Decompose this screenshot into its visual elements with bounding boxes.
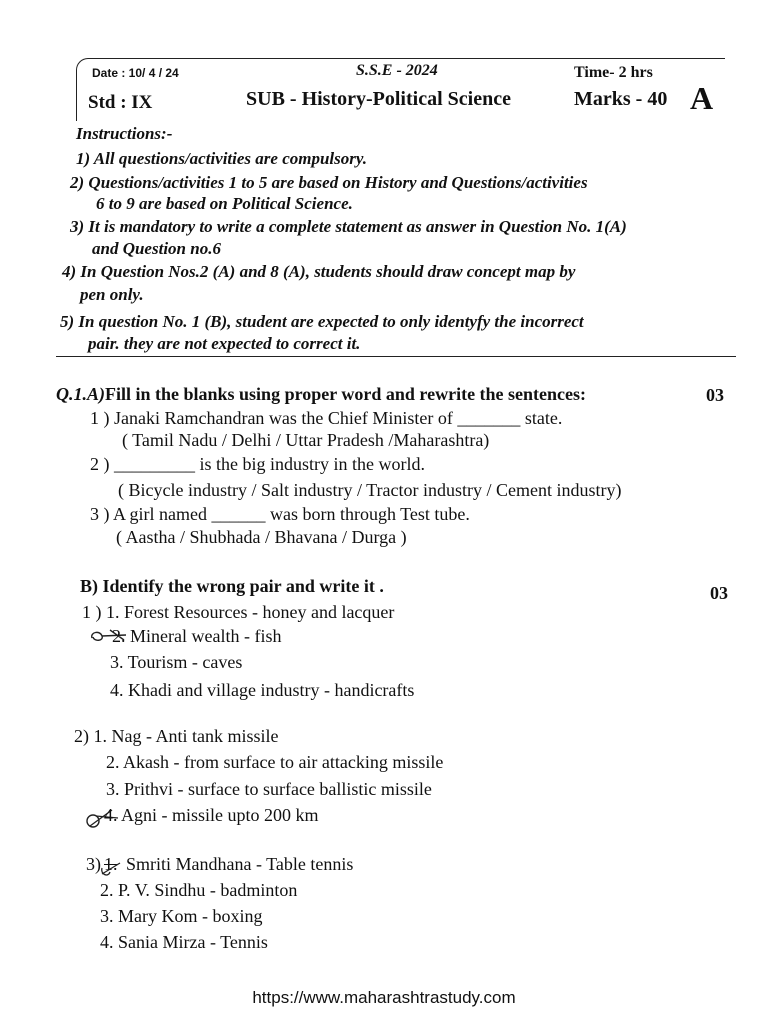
instruction-5-cont: pair. they are not expected to correct it. — [88, 334, 361, 353]
q1a-item-1-options: ( Tamil Nadu / Delhi / Uttar Pradesh /Maharashtra) — [122, 430, 490, 450]
q1a-label: Q.1.A) — [56, 384, 105, 404]
q1b-set3-item2: 2. P. V. Sindhu - badminton — [100, 880, 298, 900]
q1b-set2-item4: 4. Agni - missile upto 200 km — [104, 805, 319, 825]
q1b-set3-number: 3) — [86, 854, 101, 874]
instruction-4-cont: pen only. — [80, 285, 144, 304]
q1a-item-2-options: ( Bicycle industry / Salt industry / Tractor industry / Cement industry) — [118, 480, 622, 500]
total-marks: Marks - 40 — [574, 88, 668, 110]
instruction-3: 3) It is mandatory to write a complete statement as answer in Question No. 1(A) — [70, 217, 627, 236]
q1a-heading — [56, 384, 586, 405]
exam-time: Time- 2 hrs — [574, 64, 653, 81]
paper-set: A — [690, 80, 714, 116]
q1b-set3-item3: 3. Mary Kom - boxing — [100, 906, 263, 926]
q1b-set3-item1: Smriti Mandhana - Table tennis — [126, 854, 354, 874]
q1a-marks: 03 — [706, 385, 724, 405]
q1b-set3-item4: 4. Sania Mirza - Tennis — [100, 932, 268, 952]
handwritten-mark-icon — [98, 860, 122, 880]
instruction-2: 2) Questions/activities 1 to 5 are based on History and Questions/activities — [70, 173, 588, 192]
q1b-set2-item3: 3. Prithvi - surface to surface ballistic missile — [106, 779, 432, 799]
instruction-2-cont: 6 to 9 are based on Political Science. — [96, 194, 353, 213]
q1b-set1-item3: 3. Tourism - caves — [110, 652, 243, 672]
instructions-title: Instructions:- — [76, 124, 173, 143]
instruction-1: 1) All questions/activities are compulsory. — [76, 149, 368, 168]
exam-date: Date : 10/ 4 / 24 — [92, 66, 179, 80]
q1b-marks: 03 — [710, 583, 728, 603]
q1b-set3-item1-number: 1. — [104, 854, 118, 874]
footer-url[interactable]: https://www.maharashtrastudy.com — [252, 988, 516, 1007]
divider-line — [56, 356, 736, 357]
q1a-item-2: 2 ) _________ is the big industry in the world. — [90, 454, 425, 474]
instruction-5: 5) In question No. 1 (B), student are expected to only identyfy the incorrect — [60, 312, 584, 331]
q1b-set1-item1: 1 ) 1. Forest Resources - honey and lacquer — [82, 602, 395, 622]
q1a-item-1: 1 ) Janaki Ramchandran was the Chief Minister of _______ state. — [90, 408, 563, 428]
instruction-4: 4) In Question Nos.2 (A) and 8 (A), students should draw concept map by — [62, 262, 576, 281]
q1b-set2-item1: 2) 1. Nag - Anti tank missile — [74, 726, 279, 746]
q1a-title: Fill in the blanks using proper word and rewrite the sentences: — [105, 384, 587, 404]
q1b-title: B) Identify the wrong pair and write it . — [80, 576, 384, 596]
q1b-set2-item2: 2. Akash - from surface to air attacking missile — [106, 752, 444, 772]
exam-name: S.S.E - 2024 — [356, 62, 438, 79]
q1a-item-3: 3 ) A girl named ______ was born through Test tube. — [90, 504, 470, 524]
q1b-set1-item4: 4. Khadi and village industry - handicrafts — [110, 680, 415, 700]
q1a-item-3-options: ( Aastha / Shubhada / Bhavana / Durga ) — [116, 527, 407, 547]
instruction-3-cont: and Question no.6 — [92, 239, 221, 258]
q1b-set1-item2: 2. Mineral wealth - fish — [112, 626, 282, 646]
subject: SUB - History-Political Science — [246, 88, 511, 110]
standard: Std : IX — [88, 92, 153, 113]
